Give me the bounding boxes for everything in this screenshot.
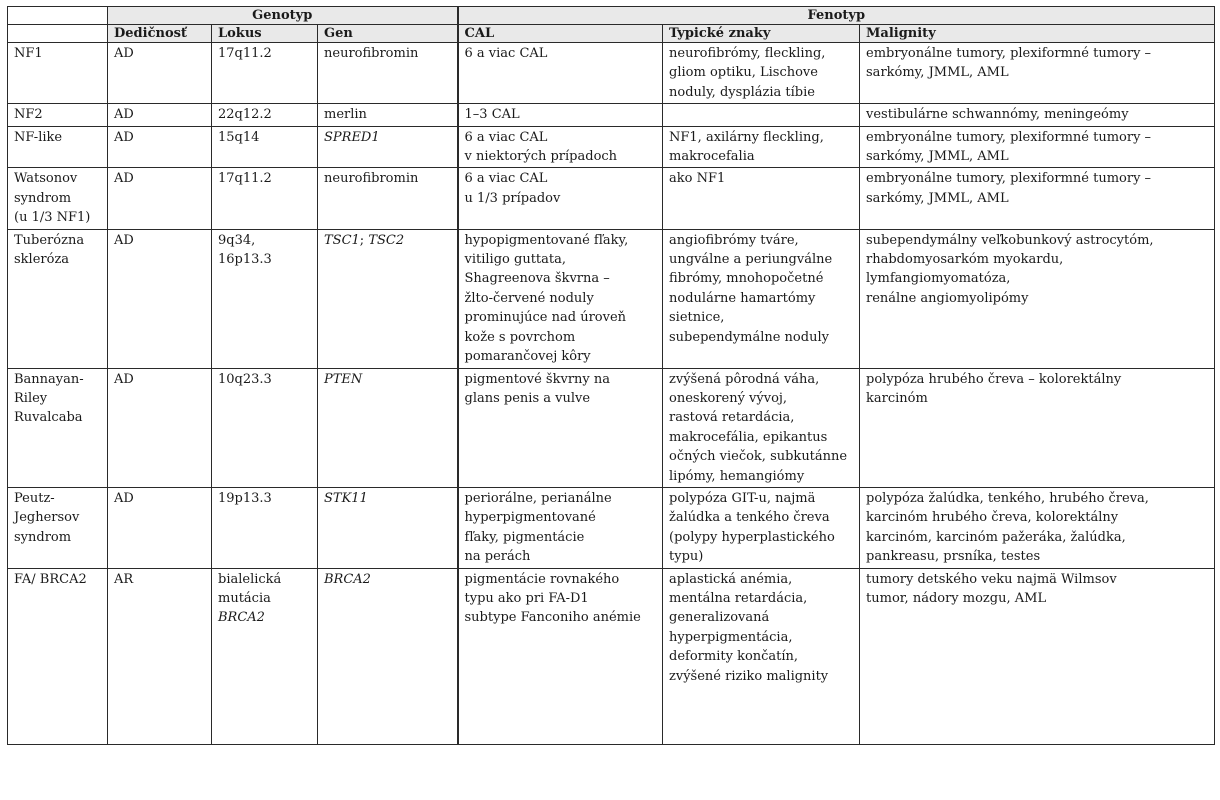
cell-line: 10q23.3	[218, 371, 272, 387]
cell-line: glans penis a vulve	[464, 390, 591, 406]
cell-line: karcinóm hrubého čreva, kolorektálny	[866, 510, 1119, 526]
cell-typicke-znaky	[663, 368, 860, 487]
cell-line: periorálne, perianálne	[464, 490, 612, 506]
cell-line: syndrom	[14, 529, 72, 545]
cell-malignity	[860, 229, 1215, 368]
table-row	[8, 568, 1215, 744]
cell-line: 22q12.2	[218, 107, 272, 123]
cell-line: Ruvalcaba	[14, 410, 83, 426]
cell-line: generalizovaná	[669, 610, 770, 626]
gene-name: neurofibromin	[324, 46, 419, 61]
cell-line: ako NF1	[669, 171, 726, 187]
cell-gen	[318, 104, 458, 126]
cell-typicke-znaky	[663, 487, 860, 568]
cell-cal	[458, 168, 663, 229]
cell-line: AD	[114, 490, 134, 506]
col-malignity: Malignity	[860, 25, 1215, 43]
cell-gen	[318, 168, 458, 229]
gene-name: neurofibromin	[324, 171, 419, 187]
cell-line: typu)	[669, 549, 704, 565]
cell-line: embryonálne tumory, plexiformné tumory –	[866, 171, 1152, 187]
header-fenotyp: Fenotyp	[458, 7, 1215, 25]
cell-syndrome	[8, 229, 108, 368]
cell-line: noduly, dysplázia tíbie	[669, 84, 815, 100]
cell-line: AD	[114, 129, 134, 145]
table-row	[8, 43, 1215, 104]
cell-line: Riley	[14, 390, 48, 406]
gene-name: SPRED1	[324, 129, 380, 145]
cell-cal	[458, 368, 663, 487]
gene-name: ;	[359, 232, 369, 248]
cell-line: makrocefalia	[669, 149, 755, 165]
cell-line: 17q11.2	[218, 46, 272, 61]
cell-typicke-znaky	[663, 168, 860, 229]
table-body	[8, 43, 1215, 745]
cell-line: bialelická	[218, 571, 282, 587]
cell-line: nodulárne hamartómy	[669, 290, 816, 306]
cell-malignity	[860, 43, 1215, 104]
cell-syndrome	[8, 487, 108, 568]
cell-line: (u 1/3 NF1)	[14, 210, 91, 226]
cell-typicke-znaky	[663, 568, 860, 744]
cell-cal	[458, 43, 663, 104]
cell-line: 19p13.3	[218, 490, 272, 506]
cell-line: pankreasu, prsníka, testes	[866, 549, 1041, 565]
cell-dedicnost	[108, 104, 212, 126]
cell-line: deformity končatín,	[669, 649, 799, 665]
cell-gen	[318, 368, 458, 487]
cell-lokus	[212, 229, 318, 368]
cell-line: embryonálne tumory, plexiformné tumory –	[866, 129, 1152, 145]
cell-typicke-znaky	[663, 43, 860, 104]
cell-line: neurofibrómy, fleckling,	[669, 46, 826, 61]
cell-dedicnost	[108, 229, 212, 368]
cell-lokus	[212, 126, 318, 168]
table-container	[7, 6, 1214, 745]
cell-line: žalúdka a tenkého čreva	[669, 510, 830, 526]
cell-syndrome	[8, 168, 108, 229]
cell-line: NF1	[14, 46, 43, 61]
cell-line: embryonálne tumory, plexiformné tumory –	[866, 46, 1152, 61]
cell-line: sietnice,	[669, 310, 725, 326]
cell-line: karcinóm, karcinóm pažeráka, žalúdka,	[866, 529, 1126, 545]
cell-line: Peutz-	[14, 490, 55, 506]
cell-cal	[458, 104, 663, 126]
cell-cal	[458, 568, 663, 744]
cell-line: vestibulárne schwannómy, meningeómy	[866, 107, 1129, 123]
cell-line: rastová retardácia,	[669, 410, 795, 426]
col-typicke-znaky: Typické znaky	[663, 25, 860, 43]
cell-line: AD	[114, 232, 134, 248]
header-genotyp: Genotyp	[108, 7, 458, 25]
cell-syndrome	[8, 568, 108, 744]
cell-line: AD	[114, 171, 134, 187]
cell-line: AD	[114, 371, 134, 387]
cell-line: pigmentové škvrny na	[464, 371, 611, 387]
cell-malignity	[860, 368, 1215, 487]
header-blank	[8, 7, 108, 25]
cell-gen	[318, 568, 458, 744]
cell-dedicnost	[108, 43, 212, 104]
cell-line: hypopigmentované fľaky,	[464, 232, 629, 248]
table-row	[8, 368, 1215, 487]
cell-line: oneskorený vývoj,	[669, 390, 788, 406]
gene-name: merlin	[324, 107, 367, 123]
cell-line: polypóza hrubého čreva – kolorektálny	[866, 371, 1122, 387]
cell-line: vitiligo guttata,	[464, 252, 566, 268]
cell-line: FA/ BRCA2	[14, 571, 87, 587]
cell-line: Shagreenova škvrna –	[464, 271, 610, 287]
cell-syndrome	[8, 104, 108, 126]
syndrome-table	[7, 6, 1215, 745]
cell-line: sarkómy, JMML, AML	[866, 149, 1009, 165]
col-cal: CAL	[458, 25, 663, 43]
table-row	[8, 487, 1215, 568]
cell-typicke-znaky	[663, 126, 860, 168]
col-lokus: Lokus	[212, 25, 318, 43]
cell-cal	[458, 126, 663, 168]
cell-line: typu ako pri FA-D1	[464, 590, 589, 606]
cell-line: mentálna retardácia,	[669, 590, 808, 606]
cell-gen	[318, 126, 458, 168]
table-row	[8, 229, 1215, 368]
cell-line: 1–3 CAL	[464, 107, 520, 123]
cell-syndrome	[8, 43, 108, 104]
cell-line: 16p13.3	[218, 252, 272, 268]
cell-line: sarkómy, JMML, AML	[866, 65, 1009, 81]
cell-line: Watsonov	[14, 171, 78, 187]
cell-line: 6 a viac CAL	[464, 46, 548, 61]
cell-syndrome	[8, 368, 108, 487]
cell-lokus	[212, 104, 318, 126]
cell-line: ungválne a periungválne	[669, 252, 833, 268]
cell-line: renálne angiomyolipómy	[866, 290, 1029, 306]
cell-line: angiofibrómy tváre,	[669, 232, 799, 248]
cell-line: pigmentácie rovnakého	[464, 571, 620, 587]
cell-line: fľaky, pigmentácie	[464, 529, 585, 545]
gene-name: PTEN	[324, 371, 363, 387]
cell-cal	[458, 229, 663, 368]
cell-line: hyperpigmentácia,	[669, 629, 793, 645]
cell-malignity	[860, 126, 1215, 168]
col-gen: Gen	[318, 25, 458, 43]
cell-line: tumor, nádory mozgu, AML	[866, 590, 1047, 606]
cell-line: NF1, axilárny fleckling,	[669, 129, 824, 145]
cell-malignity	[860, 568, 1215, 744]
table-row	[8, 104, 1215, 126]
cell-line: 17q11.2	[218, 171, 272, 187]
cell-lokus	[212, 568, 318, 744]
cell-line: sarkómy, JMML, AML	[866, 190, 1009, 206]
cell-line: Bannayan-	[14, 371, 84, 387]
table-row	[8, 168, 1215, 229]
cell-line: zvýšené riziko malignity	[669, 668, 829, 684]
cell-malignity	[860, 487, 1215, 568]
gene-name: BRCA2	[324, 571, 371, 587]
gene-name: STK11	[324, 490, 368, 506]
col-dedicnost: Dedičnosť	[108, 25, 212, 43]
cell-cal	[458, 487, 663, 568]
cell-line: Jeghersov	[14, 510, 80, 526]
cell-line: zvýšená pôrodná váha,	[669, 371, 820, 387]
header-column-row	[8, 25, 1215, 43]
cell-dedicnost	[108, 368, 212, 487]
cell-line: 9q34,	[218, 232, 256, 248]
header-blank-2	[8, 25, 108, 43]
cell-lokus	[212, 168, 318, 229]
cell-line: syndrom	[14, 190, 72, 206]
cell-line: subtype Fanconiho anémie	[464, 610, 641, 626]
cell-line: 15q14	[218, 129, 260, 145]
cell-lokus	[212, 368, 318, 487]
cell-line: lymfangiomyomatóza,	[866, 271, 1011, 287]
cell-line: u 1/3 prípadov	[464, 190, 561, 206]
cell-line: subependymálny veľkobunkový astrocytóm,	[866, 232, 1154, 248]
cell-line: BRCA2	[218, 610, 265, 626]
cell-line: polypóza žalúdka, tenkého, hrubého čreva,	[866, 490, 1149, 506]
table-row	[8, 126, 1215, 168]
cell-dedicnost	[108, 168, 212, 229]
cell-line: 6 a viac CAL	[464, 171, 548, 187]
cell-line: NF2	[14, 107, 43, 123]
cell-line: na perách	[464, 549, 531, 565]
cell-gen	[318, 43, 458, 104]
cell-line: karcinóm	[866, 390, 928, 406]
cell-line: polypóza GIT-u, najmä	[669, 490, 816, 506]
cell-line: 6 a viac CAL	[464, 129, 548, 145]
cell-line: subependymálne noduly	[669, 329, 829, 345]
cell-line: kože s povrchom	[464, 329, 576, 345]
cell-line: pomarančovej kôry	[464, 349, 591, 365]
cell-line: AR	[114, 571, 134, 587]
cell-dedicnost	[108, 568, 212, 744]
cell-line: očných viečok, subkutánne	[669, 449, 848, 465]
cell-line: lipómy, hemangiómy	[669, 468, 805, 484]
cell-line: makrocefália, epikantus	[669, 429, 828, 445]
cell-gen	[318, 229, 458, 368]
cell-line: aplastická anémia,	[669, 571, 793, 587]
cell-line: (polypy hyperplastického	[669, 529, 835, 545]
cell-malignity	[860, 168, 1215, 229]
cell-line: fibrómy, mnohopočetné	[669, 271, 824, 287]
cell-line: Tuberózna	[14, 232, 85, 248]
gene-name: TSC1	[324, 232, 360, 248]
cell-line: mutácia	[218, 590, 271, 606]
header-group-row	[8, 7, 1215, 25]
cell-typicke-znaky	[663, 104, 860, 126]
cell-line: NF-like	[14, 129, 63, 145]
cell-lokus	[212, 43, 318, 104]
cell-typicke-znaky	[663, 229, 860, 368]
cell-gen	[318, 487, 458, 568]
cell-line: AD	[114, 46, 134, 61]
cell-line: žlto-červené noduly	[464, 290, 594, 306]
gene-name: TSC2	[368, 232, 405, 248]
cell-line: v niektorých prípadoch	[464, 149, 618, 165]
cell-line: gliom optiku, Lischove	[669, 65, 818, 81]
cell-dedicnost	[108, 487, 212, 568]
cell-malignity	[860, 104, 1215, 126]
cell-lokus	[212, 487, 318, 568]
cell-line: prominujúce nad úroveň	[464, 310, 627, 326]
cell-line: rhabdomyosarkóm myokardu,	[866, 252, 1064, 268]
cell-line: tumory detského veku najmä Wilmsov	[866, 571, 1117, 587]
cell-syndrome	[8, 126, 108, 168]
cell-line: hyperpigmentované	[464, 510, 596, 526]
cell-line: AD	[114, 107, 134, 123]
cell-line: skleróza	[14, 252, 70, 268]
cell-dedicnost	[108, 126, 212, 168]
